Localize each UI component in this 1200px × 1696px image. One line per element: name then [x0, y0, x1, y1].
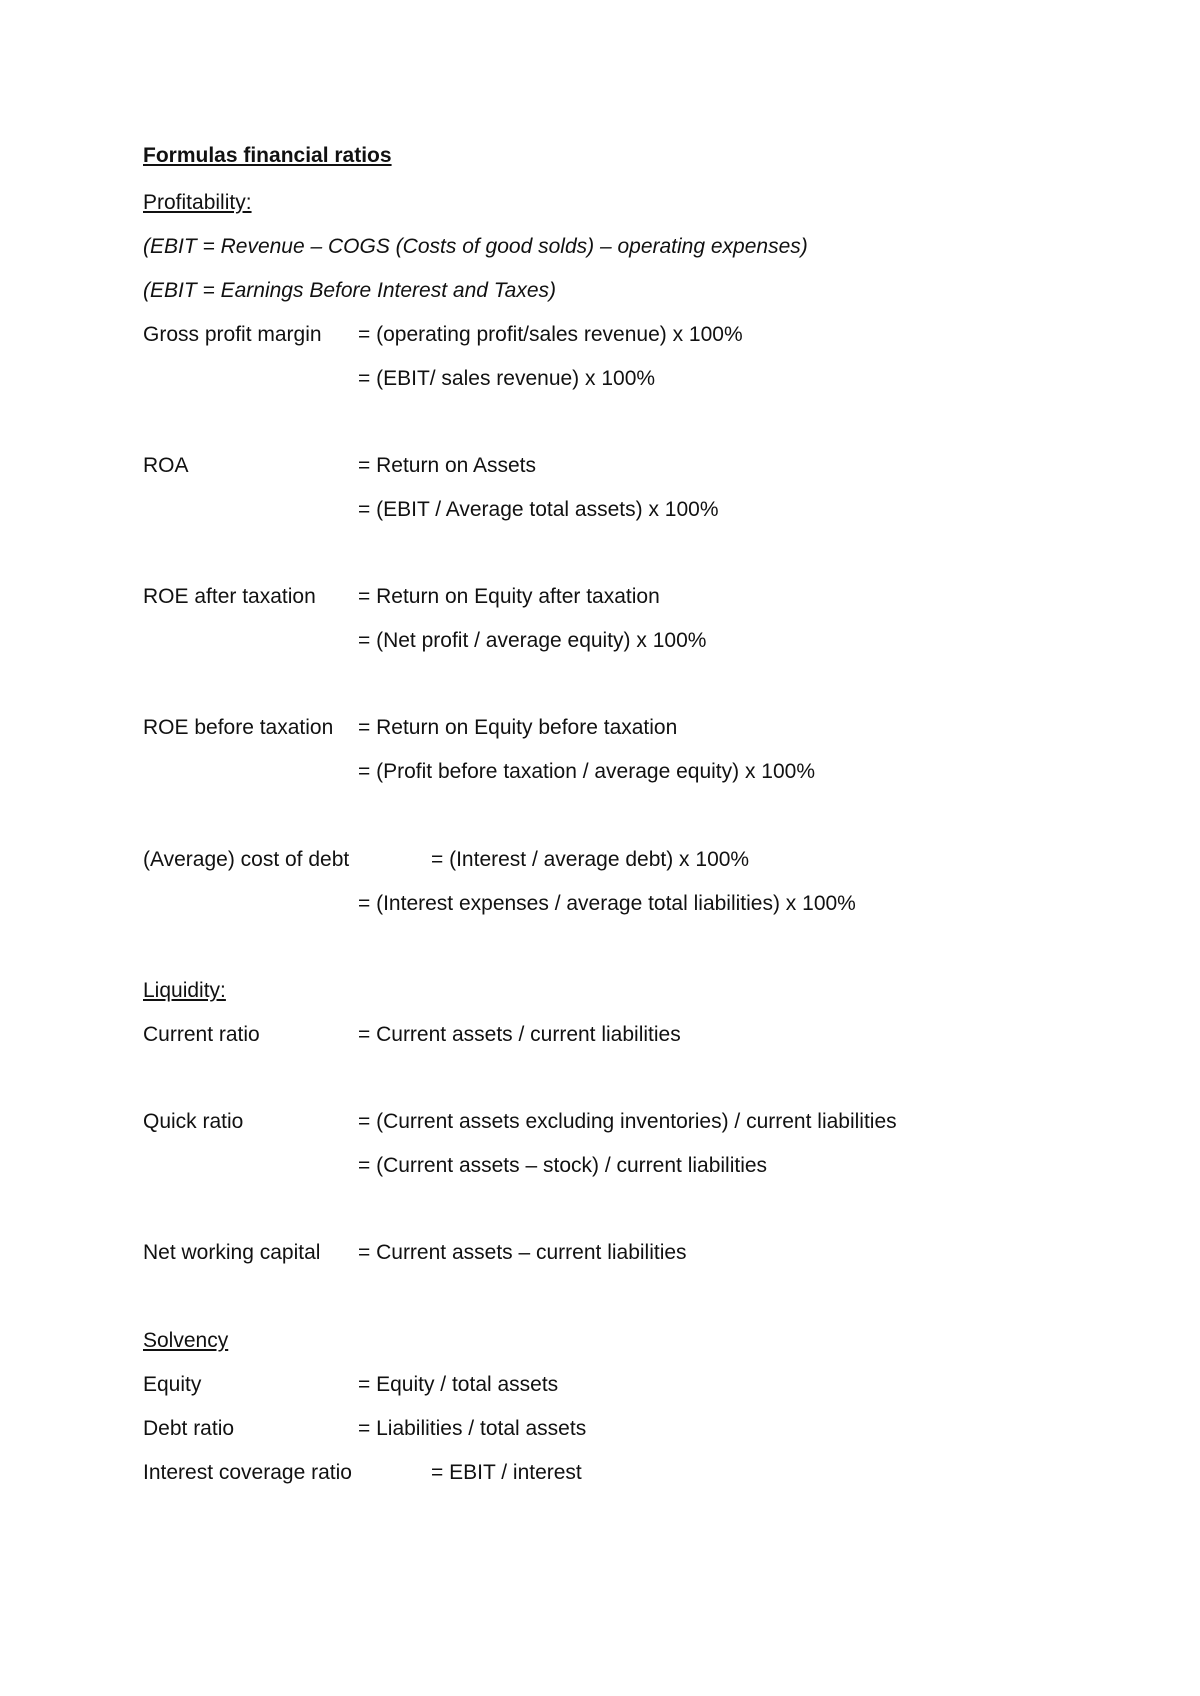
ratio-label-cost-of-debt: (Average) cost of debt: [143, 848, 350, 871]
ratio-formula: = (EBIT/ sales revenue) x 100%: [358, 367, 656, 390]
ratio-label-debt-ratio: Debt ratio: [143, 1417, 235, 1440]
ratio-formula: = (operating profit/sales revenue) x 100%: [358, 323, 743, 346]
ratio-formula: = Equity / total assets: [358, 1373, 559, 1396]
ratio-formula: = (Current assets excluding inventories) / current liabilities: [358, 1110, 897, 1133]
ratio-label-current-ratio: Current ratio: [143, 1023, 260, 1046]
section-heading-liquidity: Liquidity:: [143, 979, 226, 1002]
ratio-formula: = (Interest expenses / average total liabilities) x 100%: [358, 892, 856, 915]
ratio-formula: = Return on Equity after taxation: [358, 585, 660, 608]
ratio-formula: = (EBIT / Average total assets) x 100%: [358, 498, 719, 521]
ratio-label-interest-coverage: Interest coverage ratio: [143, 1461, 352, 1484]
section-heading-profitability: Profitability:: [143, 191, 252, 214]
ratio-formula: = Return on Assets: [358, 454, 537, 477]
ratio-formula: = (Net profit / average equity) x 100%: [358, 629, 707, 652]
ratio-formula: = Return on Equity before taxation: [358, 716, 678, 739]
ratio-formula: = EBIT / interest: [431, 1461, 582, 1484]
ratio-label-gross-profit-margin: Gross profit margin: [143, 323, 322, 346]
ratio-label-roe-after-taxation: ROE after taxation: [143, 585, 316, 608]
ratio-label-roe-before-taxation: ROE before taxation: [143, 716, 334, 739]
ratio-formula: = Liabilities / total assets: [358, 1417, 587, 1440]
ratio-label-net-working-capital: Net working capital: [143, 1241, 321, 1264]
ratio-formula: = Current assets – current liabilities: [358, 1241, 687, 1264]
ratio-label-quick-ratio: Quick ratio: [143, 1110, 244, 1133]
ratio-formula: = (Interest / average debt) x 100%: [431, 848, 750, 871]
note-ebit-calculation: (EBIT = Revenue – COGS (Costs of good solds) – operating expenses): [143, 235, 808, 258]
note-ebit-definition: (EBIT = Earnings Before Interest and Taxes): [143, 279, 557, 302]
section-heading-solvency: Solvency: [143, 1329, 229, 1352]
ratio-label-equity: Equity: [143, 1373, 202, 1396]
ratio-formula: = (Current assets – stock) / current liabilities: [358, 1154, 768, 1177]
ratio-label-roa: ROA: [143, 454, 189, 477]
document-title: Formulas financial ratios: [143, 144, 392, 167]
ratio-formula: = Current assets / current liabilities: [358, 1023, 681, 1046]
ratio-formula: = (Profit before taxation / average equity) x 100%: [358, 760, 816, 783]
